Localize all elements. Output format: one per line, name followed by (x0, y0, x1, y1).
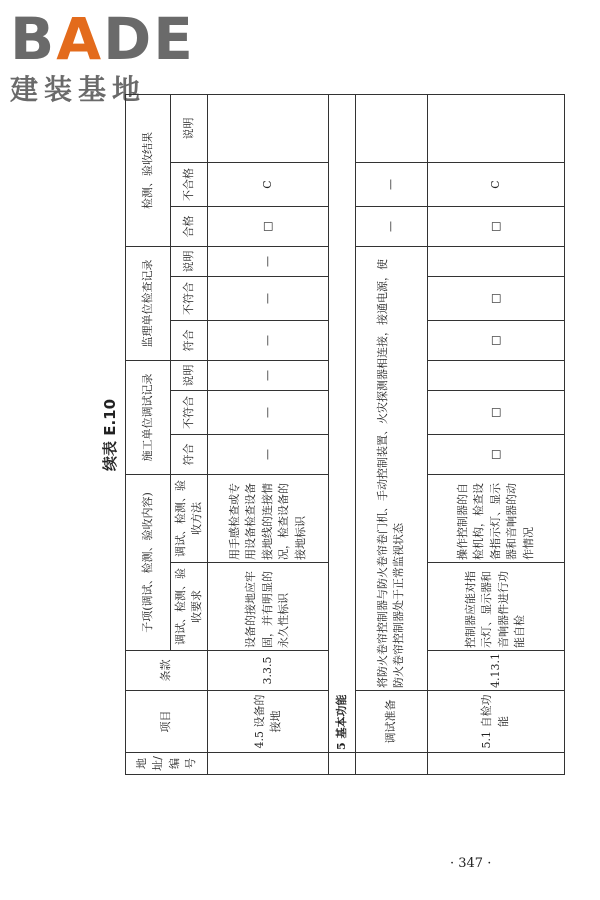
cell-c-nonconform: □ (427, 391, 564, 435)
cell-s-note (427, 247, 564, 277)
cell-r-fail: C (427, 163, 564, 207)
header-result: 检测、验收结果 (126, 94, 171, 246)
cell-address (427, 753, 564, 775)
header-s-nonconform: 不符合 (171, 277, 208, 321)
cell-s-note: — (208, 247, 329, 277)
cell-address (208, 753, 329, 775)
cell-r-note (208, 94, 329, 162)
table-row (355, 94, 427, 774)
section-title: 5 基本功能 (329, 94, 356, 752)
cell-c-note (427, 361, 564, 391)
header-c-note: 说明 (171, 361, 208, 391)
cell-address (329, 753, 356, 775)
header-fail: 不合格 (171, 163, 208, 207)
cell-method: 操作控制器的自检机构，检查设备指示灯、显示器和音响器的动作情况 (427, 475, 564, 563)
header-requirement: 调试、检测、验收要求 (171, 563, 208, 651)
cell-r-pass: □ (208, 207, 329, 247)
cell-c-nonconform: — (208, 391, 329, 435)
table-title: 续表 E.10 (101, 398, 119, 472)
cell-prep-fail: — (355, 163, 427, 207)
cell-project: 4.5 设备的接地 (208, 691, 329, 753)
logo-subtitle: 建装基地 (10, 73, 147, 106)
header-r-note: 说明 (171, 94, 208, 162)
cell-s-conform: — (208, 321, 329, 361)
rotated-page (95, 95, 565, 775)
cell-c-conform: □ (427, 435, 564, 475)
header-supervision: 监理单位检查记录 (126, 247, 171, 361)
header-clause: 条款 (126, 651, 208, 691)
cell-clause: 4.13.1 (427, 651, 564, 691)
cell-prep-text: 将防火卷帘控制器与防火卷帘卷门机、手动控制装置、火灾探测器相连接，接通电源，使防火卷帘控制器处于正常监视状态 (355, 247, 427, 691)
cell-prep-label: 调试准备 (355, 691, 427, 753)
cell-s-conform: □ (427, 321, 564, 361)
cell-address (355, 753, 427, 775)
header-project: 项目 (126, 691, 208, 753)
cell-prep-pass: — (355, 207, 427, 247)
header-construction: 施工单位调试记录 (126, 361, 171, 475)
table-row (208, 94, 329, 774)
header-pass: 合格 (171, 207, 208, 247)
cell-project: 5.1 自检功能 (427, 691, 564, 753)
cell-method: 用手感检查或专用设备检查设备接地线的连接情况，检查设备的接地标识 (208, 475, 329, 563)
cell-requirement: 设备的接地应牢固，并有明显的永久性标识 (208, 563, 329, 651)
logo-wordmark: BADE (10, 5, 195, 73)
page-number: · 347 · (450, 856, 492, 871)
cell-r-note (427, 94, 564, 162)
cell-r-fail: C (208, 163, 329, 207)
header-s-conform: 符合 (171, 321, 208, 361)
cell-s-nonconform: □ (427, 277, 564, 321)
header-sub-item: 子项(调试、检测、验收内容) (126, 475, 171, 651)
cell-r-pass: □ (427, 207, 564, 247)
cell-c-conform: — (208, 435, 329, 475)
table-row (427, 94, 564, 774)
header-c-conform: 符合 (171, 435, 208, 475)
header-s-note: 说明 (171, 247, 208, 277)
cell-c-note: — (208, 361, 329, 391)
header-method: 调试、检测、验收方法 (171, 475, 208, 563)
header-address: 地址/编号 (126, 753, 208, 775)
inspection-table (125, 94, 565, 775)
cell-clause: 3.3.5 (208, 651, 329, 691)
cell-s-nonconform: — (208, 277, 329, 321)
cell-requirement: 控制器应能对指示灯、显示器和音响器件进行功能自检 (427, 563, 564, 651)
header-c-nonconform: 不符合 (171, 391, 208, 435)
cell-prep-note (355, 94, 427, 162)
